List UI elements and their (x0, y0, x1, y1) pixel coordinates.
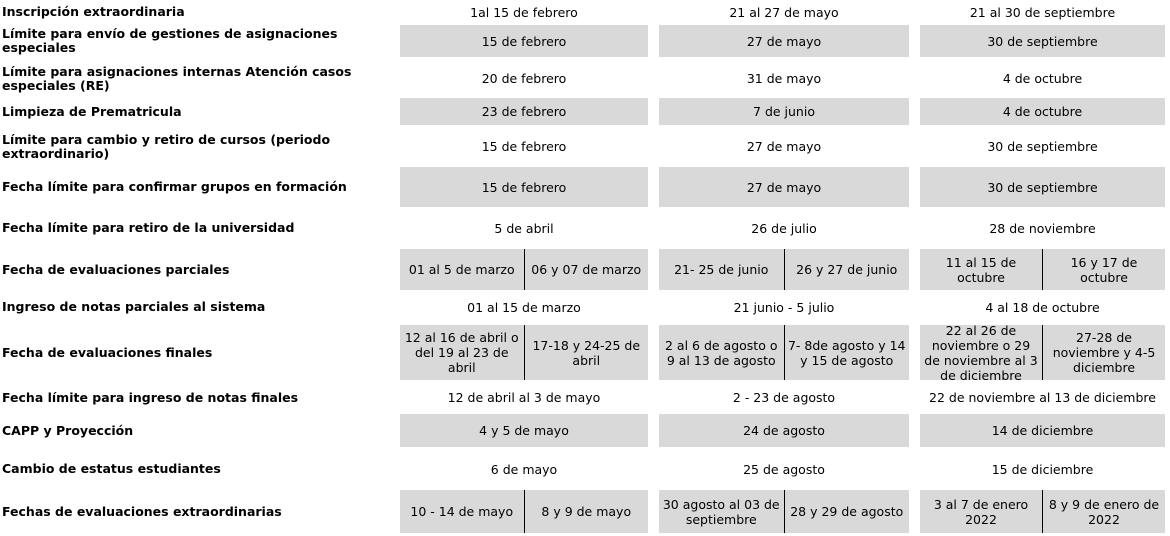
period-cell-3 (920, 25, 1165, 57)
date-value: 4 de octubre (1002, 104, 1083, 119)
date-value: 22 de noviembre al 13 de diciembre (929, 390, 1156, 405)
date-value: 30 de septiembre (987, 139, 1098, 154)
date-subcell: 8 y 9 de enero de 2022 (1042, 490, 1165, 533)
date-subcell: 01 al 5 de marzo (408, 262, 515, 277)
date-value: 2 - 23 de agosto (732, 390, 836, 405)
period-cell-1 (400, 449, 648, 489)
row-label: Fecha de evaluaciones parciales (2, 261, 230, 277)
row-label: CAPP y Proyección (2, 422, 134, 438)
date-value: 4 al 18 de octubre (985, 299, 1100, 315)
date-value: 5 de abril (494, 220, 554, 236)
date-value: 14 de diciembre (991, 423, 1094, 438)
row-label: Limpieza de Prematricula (2, 103, 182, 119)
period-cell-1 (400, 208, 648, 248)
date-value: 24 de agosto (743, 423, 825, 438)
table-row (0, 167, 1170, 207)
period-cell-1 (400, 325, 648, 380)
date-value: 12 de abril al 3 de mayo (447, 390, 601, 405)
date-subcell: 06 y 07 de marzo (524, 249, 649, 290)
date-value: 27 de mayo (746, 139, 822, 154)
date-subcell: 27-28 de noviembre y 4-5 diciembre (1042, 325, 1165, 380)
date-value: 20 de febrero (481, 71, 567, 86)
date-subcell: 22 al 26 de noviembre o 29 de noviembre al 3 de diciembre (924, 325, 1038, 380)
date-subcell: 16 y 17 de octubre (1042, 249, 1165, 290)
period-cell-1 (400, 167, 648, 207)
period-cell-2 (659, 25, 909, 57)
period-cell-2 (659, 127, 909, 166)
date-value: 23 de febrero (481, 104, 567, 119)
period-cell-2 (659, 98, 909, 125)
period-cell-1 (400, 490, 648, 533)
row-label: Fecha límite para ingreso de notas finales (2, 389, 299, 405)
period-cell-1 (400, 25, 648, 57)
date-value: 21 junio - 5 julio (733, 299, 835, 315)
table-row (0, 414, 1170, 447)
date-value: 21 al 30 de septiembre (969, 4, 1116, 20)
date-value: 31 de mayo (746, 71, 822, 86)
row-label: Inscripción extraordinaria (2, 4, 185, 19)
period-cell-1 (400, 0, 648, 24)
table-row (0, 127, 1170, 166)
period-cell-1 (400, 249, 648, 290)
period-cell-3 (920, 0, 1165, 24)
period-cell-2 (659, 490, 909, 533)
date-value: 6 de mayo (490, 461, 558, 477)
date-value: 15 de febrero (481, 139, 567, 154)
period-cell-2 (659, 60, 909, 97)
date-value: 01 al 15 de marzo (467, 299, 581, 315)
period-cell-2 (659, 208, 909, 248)
period-cell-3 (920, 325, 1165, 380)
period-cell-3 (920, 414, 1165, 447)
date-subcell: 10 - 14 de mayo (410, 504, 514, 519)
date-value: 27 de mayo (746, 33, 822, 49)
date-value: 15 de diciembre (991, 461, 1094, 477)
date-value: 21 al 27 de mayo (729, 4, 839, 20)
date-subcell: 12 al 16 de abril o del 19 al 23 de abril (404, 330, 519, 375)
row-label: Límite para envío de gestiones de asignaciones especiales (2, 26, 338, 55)
period-cell-1 (400, 98, 648, 125)
table-row (0, 449, 1170, 489)
date-subcell: 17-18 y 24-25 de abril (524, 325, 649, 380)
date-subcell: 30 agosto al 03 de septiembre (662, 496, 780, 527)
row-label: Límite para cambio y retiro de cursos (periodo extraordinario) (2, 131, 331, 161)
period-cell-3 (920, 382, 1165, 413)
date-subcell: 21- 25 de junio (674, 262, 769, 277)
period-cell-1 (400, 127, 648, 166)
date-value: 26 de julio (751, 220, 817, 236)
period-cell-3 (920, 249, 1165, 290)
row-label: Ingreso de notas parciales al sistema (2, 299, 266, 314)
date-subcell: 11 al 15 de octubre (945, 254, 1017, 285)
date-value: 1al 15 de febrero (470, 4, 578, 20)
date-subcell: 2 al 6 de agosto o 9 al 13 de agosto (665, 337, 778, 368)
date-subcell: 26 y 27 de junio (784, 249, 910, 290)
period-cell-2 (659, 325, 909, 380)
period-cell-3 (920, 291, 1165, 323)
table-row (0, 0, 1170, 24)
date-value: 30 de septiembre (987, 179, 1098, 195)
date-value: 28 de noviembre (989, 220, 1096, 236)
period-cell-1 (400, 414, 648, 447)
row-label: Fechas de evaluaciones extraordinarias (2, 503, 282, 519)
period-cell-3 (920, 60, 1165, 97)
period-cell-1 (400, 291, 648, 323)
period-cell-2 (659, 167, 909, 207)
row-label: Fecha de evaluaciones finales (2, 344, 213, 360)
table-row (0, 249, 1170, 290)
period-cell-3 (920, 490, 1165, 533)
row-label: Cambio de estatus estudiantes (2, 461, 221, 476)
period-cell-2 (659, 291, 909, 323)
table-row (0, 208, 1170, 248)
period-cell-2 (659, 414, 909, 447)
table-row (0, 382, 1170, 413)
date-subcell: 3 al 7 de enero 2022 (933, 496, 1029, 527)
period-cell-2 (659, 0, 909, 24)
row-label: Fecha límite para retiro de la universidad (2, 220, 295, 235)
period-cell-3 (920, 208, 1165, 248)
row-label: Límite para asignaciones internas Atención casos especiales (RE) (2, 63, 352, 93)
table-row (0, 490, 1170, 533)
date-value: 30 de septiembre (987, 33, 1098, 49)
period-cell-2 (659, 382, 909, 413)
period-cell-1 (400, 60, 648, 97)
period-cell-1 (400, 382, 648, 413)
table-row (0, 291, 1170, 323)
table-row (0, 60, 1170, 97)
date-value: 25 de agosto (743, 461, 825, 477)
period-cell-3 (920, 98, 1165, 125)
period-cell-3 (920, 127, 1165, 166)
period-cell-3 (920, 167, 1165, 207)
date-value: 7 de junio (753, 104, 815, 119)
date-value: 27 de mayo (746, 179, 822, 195)
table-row (0, 98, 1170, 125)
period-cell-2 (659, 249, 909, 290)
date-value: 15 de febrero (481, 33, 567, 49)
date-subcell: 8 y 9 de mayo (524, 490, 649, 533)
table-row (0, 325, 1170, 380)
period-cell-3 (920, 449, 1165, 489)
date-value: 4 y 5 de mayo (479, 423, 569, 438)
date-value: 4 de octubre (1002, 71, 1083, 86)
date-value: 15 de febrero (481, 179, 567, 195)
row-label: Fecha límite para confirmar grupos en formación (2, 179, 347, 194)
date-subcell: 28 y 29 de agosto (784, 490, 910, 533)
table-row (0, 25, 1170, 57)
period-cell-2 (659, 449, 909, 489)
date-subcell: 7- 8de agosto y 14 y 15 de agosto (784, 325, 910, 380)
